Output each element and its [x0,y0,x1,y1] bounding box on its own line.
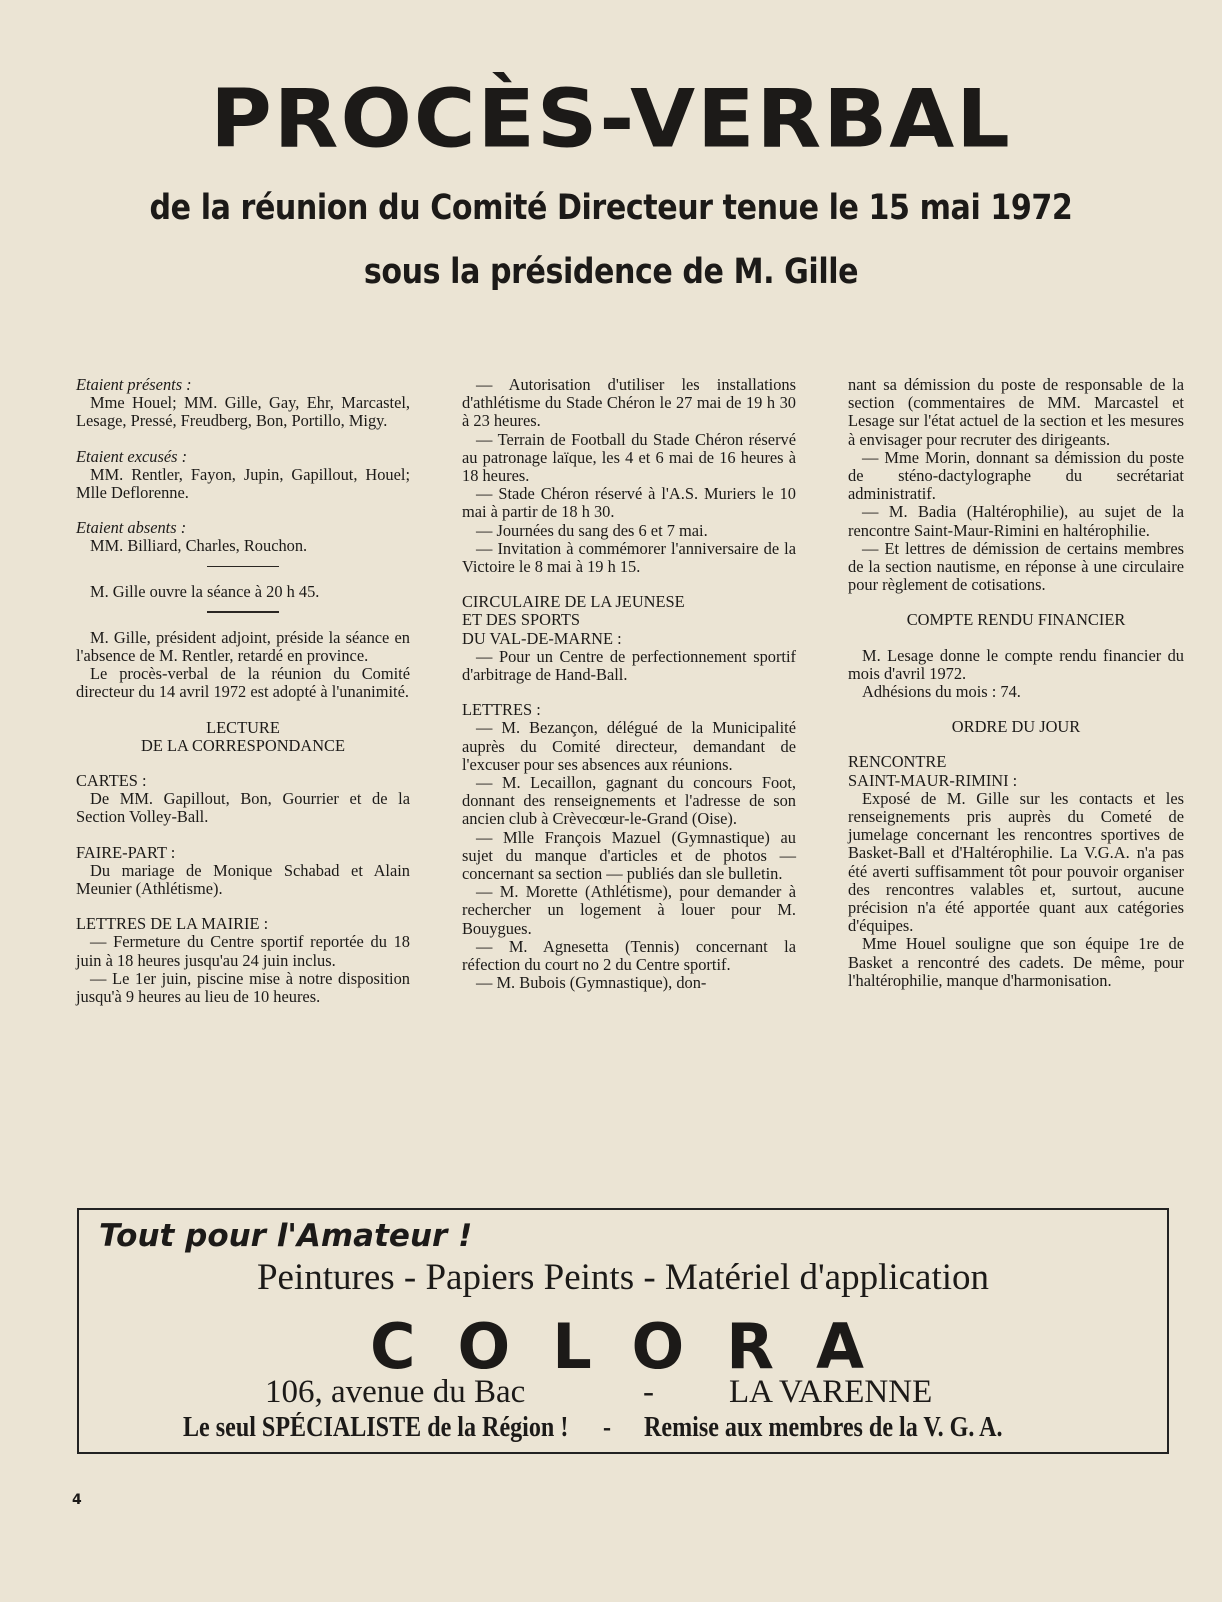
ad-specialist: Le seul SPÉCIALISTE de la Région ! [183,1412,569,1443]
list-item: — M. Bezançon, délégué de la Municipalité auprès du Comité directeur, demandant de l'excuser pour ses absences aux réunions. [462,718,796,774]
paragraph: M. Gille, président adjoint, préside la séance en l'absence de M. Rentler, retardé en province. [76,627,410,666]
subtitle-line-2: sous la présidence de M. Gille [363,252,859,292]
subsection-heading: LETTRES DE LA MAIRIE : [76,914,269,934]
list-item: — Fermeture du Centre sportif reportée du 18 juin à 18 heures jusqu'au 24 juin inclus. [76,932,410,970]
paragraph: M. Lesage donne le compte rendu financier du mois d'avril 1972. [848,645,1184,683]
page-number: 4 [72,1492,82,1508]
section-heading: ORDRE DU JOUR [951,717,1081,737]
paragraph: Adhésions du mois : 74. [862,682,1021,702]
ad-dash: - [603,1412,612,1443]
paragraph: Le procès-verbal de la réunion du Comité directeur du 14 avril 1972 est adopté à l'unanimité. [76,664,410,702]
page-title: PROCÈS-VERBAL [210,72,1012,166]
subsection-heading: CARTES : [76,771,147,791]
paragraph: Mme Houel souligne que son équipe 1re de Basket a rencontré des cadets. De même, pour l'haltérophilie, manque d'harmonisation. [848,934,1184,990]
column-2 [462,376,796,993]
list-item: — Mlle François Mazuel (Gymnastique) au sujet du manque d'articles et de photos — concernant sa section — publiés dan sle bulletin. [462,827,796,884]
section-heading: LECTURE [206,717,280,737]
ad-discount: Remise aux membres de la V. G. A. [644,1412,1003,1443]
presents-label: Etaient présents : [76,375,192,394]
absents-text: MM. Billiard, Charles, Rouchon. [90,536,308,556]
advertisement-box [77,1208,1169,1454]
subsection-heading: FAIRE-PART : [76,842,176,862]
paragraph: De MM. Gapillout, Bon, Gourrier et de la Section Volley-Ball. [76,789,410,827]
subsection-heading: SAINT-MAUR-RIMINI : [848,770,1018,790]
list-item: — Invitation à commémorer l'anniversaire de la Victoire le 8 mai à 19 h 15. [462,538,796,577]
absents-label: Etaient absents : [76,518,187,538]
list-item: — Et lettres de démission de certains membres de la section nautisme, en réponse à une circulaire pour règlement de cotisations. [848,538,1184,595]
subsection-heading: LETTRES : [462,700,541,720]
excuses-label: Etaient excusés : [76,446,188,466]
paragraph: Exposé de M. Gille sur les contacts et les renseignements pris auprès du Cometé de jumelage concernant les rencontres sportives de Basket-Ball et d'Haltérophilie. La V.G.A. n'a pas été averti suffisamment tôt pour pouvoir organiser des rencontres valables et, surtout, aucune précision n'a été apportée quant aux catégories d'équipes. [848,788,1184,936]
paragraph: nant sa démission du poste de responsable de la section (commentaires de MM. Marcastel et Lesage sur l'état actuel de la section et les mesures à envisager pour recruter des dirigeants. [848,375,1184,449]
excuses-text: MM. Rentler, Fayon, Jupin, Gapillout, Houel; Mlle Deflorenne. [76,464,410,503]
section-heading: COMPTE RENDU FINANCIER [906,610,1126,630]
subsection-heading: ET DES SPORTS [462,610,581,630]
ad-city: LA VARENNE [729,1374,933,1410]
list-item: — M. Agnesetta (Tennis) concernant la réfection du court no 2 du Centre sportif. [462,936,796,975]
list-item: — Terrain de Football du Stade Chéron réservé au patronage laïque, les 4 et 6 mai de 16 heures à 18 heures. [462,429,796,486]
separator [207,566,279,568]
ad-brand: COLORA [370,1310,906,1383]
list-item: — Pour un Centre de perfectionnement sportif d'arbitrage de Hand-Ball. [462,646,796,685]
list-item: — Stade Chéron réservé à l'A.S. Muriers le 10 mai à partir de 18 h 30. [462,484,796,522]
subtitle-line-1: de la réunion du Comité Directeur tenue le 15 mai 1972 [149,188,1073,228]
list-item: — M. Morette (Athlétisme), pour demander à rechercher un logement à louer pour M. Bouygues. [462,882,796,938]
column-1 [76,376,410,1006]
list-item: — Autorisation d'utiliser les installations d'athlétisme du Stade Chéron le 27 mai de 19 h 30 à 23 heures. [462,375,796,431]
subsection-heading: RENCONTRE [848,752,947,772]
subsection-heading: CIRCULAIRE DE LA JEUNESE [462,592,685,612]
paragraph: Du mariage de Monique Schabad et Alain Meunier (Athlétisme). [76,860,410,899]
list-item: — M. Badia (Haltérophilie), au sujet de la rencontre Saint-Maur-Rimini en haltérophilie. [848,502,1184,540]
list-item: — M. Bubois (Gymnastique), don- [476,973,707,993]
presents-text: Mme Houel; MM. Gille, Gay, Ehr, Marcastel, Lesage, Pressé, Freudberg, Bon, Portillo, Migy. [76,393,410,431]
separator [207,611,279,613]
list-item: — Mme Morin, donnant sa démission du poste de sténo-dactylographe du secrétariat administratif. [848,447,1184,504]
opening-text: M. Gille ouvre la séance à 20 h 45. [90,582,320,602]
section-heading: DE LA CORRESPONDANCE [141,735,345,755]
ad-slogan: Tout pour l'Amateur ! [99,1218,473,1254]
ad-address: 106, avenue du Bac [265,1374,526,1410]
list-item: — Le 1er juin, piscine mise à notre disposition jusqu'à 9 heures au lieu de 10 heures. [76,968,410,1007]
list-item: — M. Lecaillon, gagnant du concours Foot, donnant des renseignements et l'adresse de son ancien club à Crèvecœur-le-Grand (Oise). [462,773,796,829]
list-item: — Journées du sang des 6 et 7 mai. [476,520,708,540]
subsection-heading: DU VAL-DE-MARNE : [462,628,622,648]
ad-products: Peintures - Papiers Peints - Matériel d'application [256,1257,990,1298]
column-3 [848,376,1184,990]
ad-dash: - [643,1374,654,1410]
